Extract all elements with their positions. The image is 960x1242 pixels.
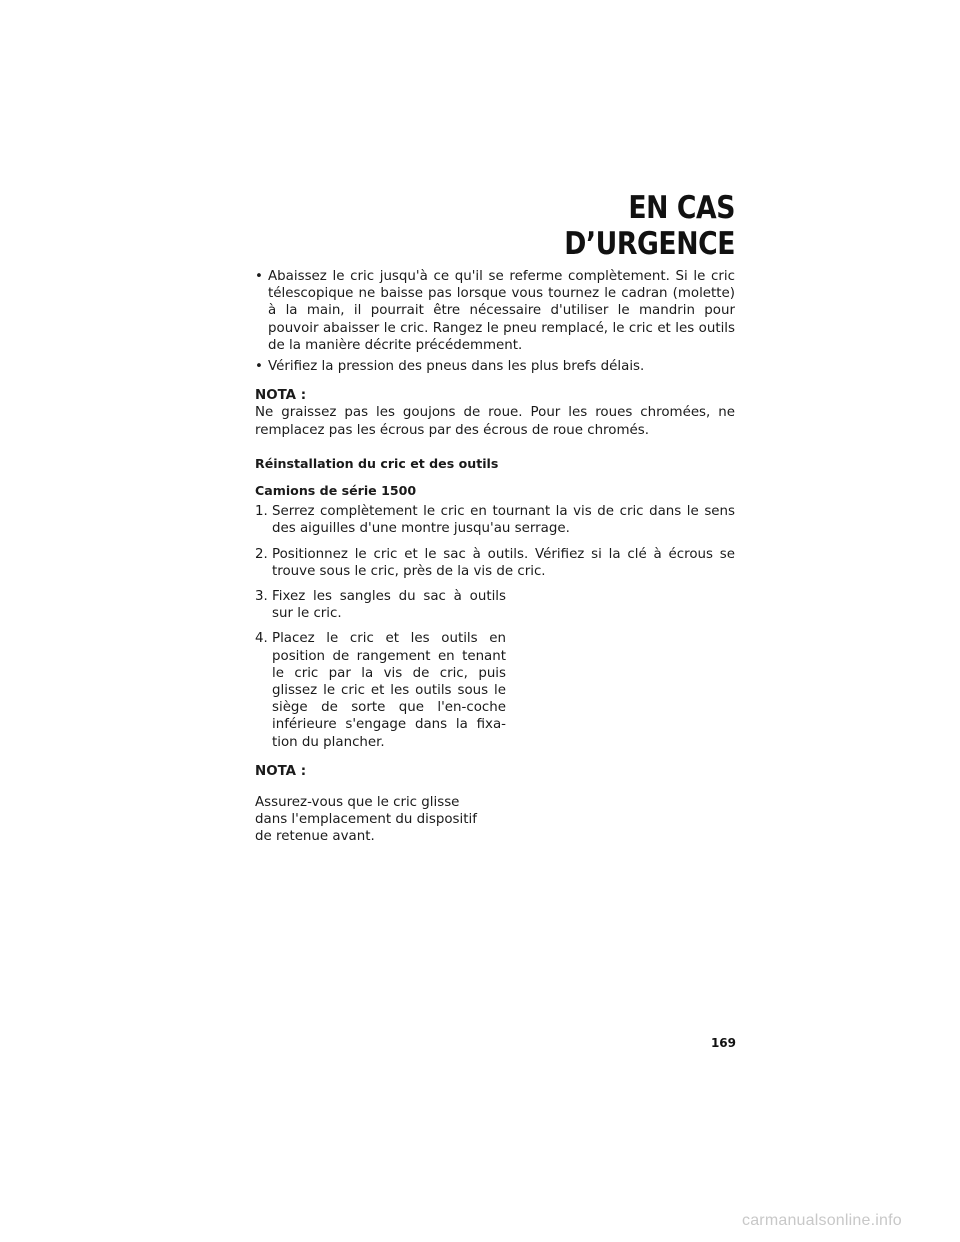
step-number: 3. <box>255 589 268 605</box>
bullet-text: Abaissez le cric jusqu'à ce qu'il se referme complètement. Si le cric télescopique ne baisse pas lorsque vous tournez le cadran (molette) à la main, il pourrait être nécessaire d'utiliser le mandrin pour pouvoir abaisser le cric. Rangez le pneu remplacé, le cric et les outils de la manière décrite précédemment. <box>268 269 735 353</box>
nota-text: Ne graissez pas les goujons de roue. Pour les roues chromées, ne remplacez pas les écrous par des écrous de roue chromés. <box>255 405 735 438</box>
page-content <box>255 268 735 846</box>
sub-heading: Camions de série 1500 <box>255 483 417 499</box>
page-title: EN CAS D’URGENCE <box>564 190 735 262</box>
step-number: 1. <box>255 504 268 520</box>
step-text: Serrez complètement le cric en tournant la vis de cric dans le sens des aiguilles d'une montre jusqu'au serrage. <box>272 504 735 537</box>
watermark: carmanualsonline.info <box>742 1212 902 1229</box>
section-heading: Réinstallation du cric et des outils <box>255 455 499 471</box>
step-text: Positionnez le cric et le sac à outils. Vérifiez si la clé à écrous se trouve sous le cric, près de la vis de cric. <box>272 546 735 579</box>
bullet-list <box>255 268 735 375</box>
step-number: 4. <box>255 631 268 647</box>
step-text: Placez le cric et les outils en position de rangement en tenant le cric par la vis de cric, puis glissez le cric et les outils sous le siège de sorte que l'en-coche inférieure s'engage dans la fixa-tion du plancher. <box>272 631 506 750</box>
step-item <box>255 630 506 750</box>
bullet-text: Vérifiez la pression des pneus dans les plus brefs délais. <box>268 359 645 375</box>
step-number: 2. <box>255 546 268 562</box>
step-item <box>255 546 735 580</box>
nota-text: Assurez-vous que le cric glisse dans l'emplacement du dispositif de retenue avant. <box>255 795 477 845</box>
page-number: 169 <box>710 1036 736 1050</box>
bullet-icon: • <box>255 269 263 284</box>
nota-label: NOTA : <box>255 763 307 779</box>
step-list <box>255 503 735 751</box>
step-text: Fixez les sangles du sac à outils sur le cric. <box>272 589 506 622</box>
bullet-item <box>255 268 735 354</box>
nota-label: NOTA : <box>255 388 307 404</box>
bullet-item <box>255 358 735 375</box>
step-item <box>255 588 506 622</box>
bullet-icon: • <box>255 359 263 375</box>
step-item <box>255 503 735 537</box>
